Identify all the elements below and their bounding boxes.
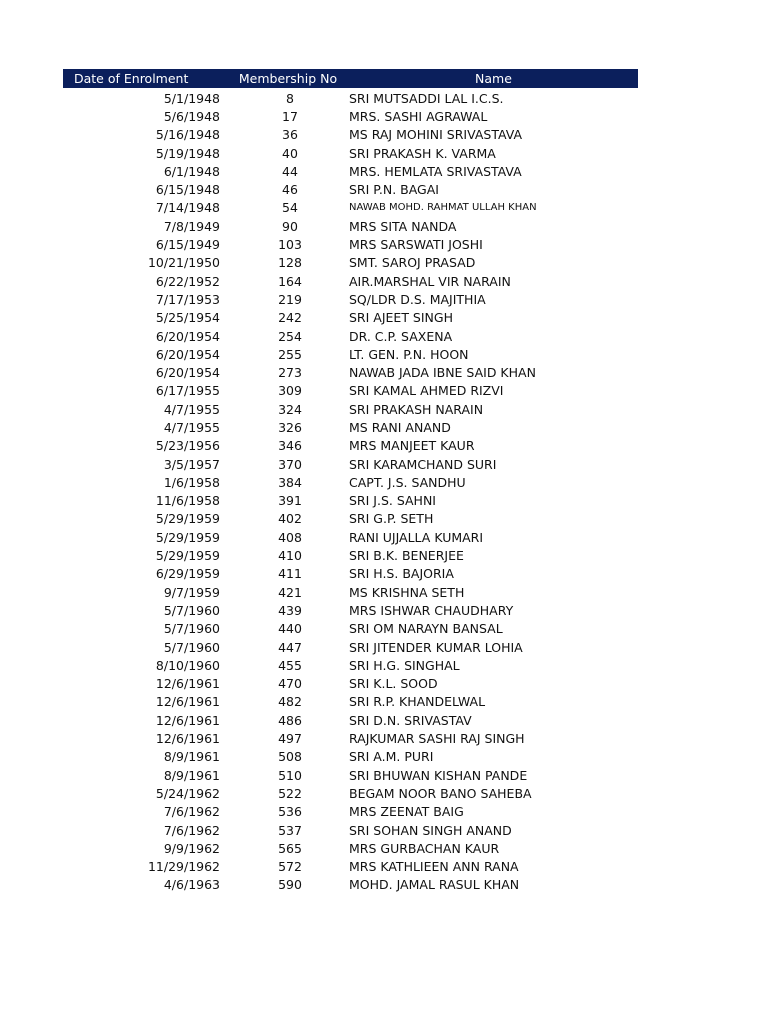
cell-name: SRI OM NARAYN BANSAL [349, 621, 503, 637]
cell-membership-no: 128 [278, 255, 302, 271]
cell-date-of-enrolment: 6/20/1954 [155, 346, 220, 362]
table-row [63, 345, 638, 363]
cell-name: MRS SITA NANDA [349, 218, 457, 234]
table-row [63, 784, 638, 802]
table-row [63, 162, 638, 180]
cell-name: LT. GEN. P.N. HOON [349, 346, 469, 362]
cell-date-of-enrolment: 9/7/1959 [163, 584, 220, 600]
table-row [63, 235, 638, 253]
cell-membership-no: 164 [278, 273, 302, 289]
cell-date-of-enrolment: 11/29/1962 [147, 859, 220, 875]
cell-name: SRI PRAKASH K. VARMA [349, 145, 496, 161]
cell-date-of-enrolment: 5/19/1948 [155, 145, 220, 161]
cell-date-of-enrolment: 5/7/1960 [163, 639, 220, 655]
cell-membership-no: 537 [278, 822, 302, 838]
cell-date-of-enrolment: 6/15/1948 [155, 182, 220, 198]
table-row [63, 821, 638, 839]
cell-date-of-enrolment: 5/29/1959 [155, 529, 220, 545]
cell-membership-no: 324 [278, 401, 302, 417]
cell-membership-no: 522 [278, 785, 302, 801]
table-row [63, 565, 638, 583]
cell-membership-no: 408 [278, 529, 302, 545]
cell-date-of-enrolment: 1/6/1958 [163, 474, 220, 490]
cell-name: BEGAM NOOR BANO SAHEBA [349, 785, 532, 801]
cell-name: DR. C.P. SAXENA [349, 328, 453, 344]
cell-date-of-enrolment: 5/23/1956 [155, 438, 220, 454]
table-row [63, 510, 638, 528]
table-row [63, 180, 638, 198]
table-row [63, 620, 638, 638]
cell-membership-no: 44 [282, 163, 298, 179]
table-row [63, 693, 638, 711]
cell-membership-no: 421 [278, 584, 302, 600]
table-row [63, 455, 638, 473]
table-row [63, 290, 638, 308]
table-row [63, 729, 638, 747]
table-row [63, 144, 638, 162]
cell-date-of-enrolment: 7/14/1948 [155, 200, 220, 216]
cell-name: SRI AJEET SINGH [349, 310, 453, 326]
cell-name: MRS. HEMLATA SRIVASTAVA [349, 163, 522, 179]
cell-name: AIR.MARSHAL VIR NARAIN [349, 273, 511, 289]
table-row [63, 675, 638, 693]
cell-membership-no: 411 [278, 566, 302, 582]
cell-membership-no: 242 [278, 310, 302, 326]
cell-name: SRI K.L. SOOD [349, 676, 438, 692]
cell-membership-no: 36 [282, 127, 298, 143]
cell-membership-no: 536 [278, 804, 302, 820]
table-row [63, 839, 638, 857]
cell-membership-no: 90 [282, 218, 298, 234]
cell-name: SQ/LDR D.S. MAJITHIA [349, 291, 486, 307]
membership-table [63, 69, 638, 894]
cell-name: SRI B.K. BENERJEE [349, 548, 464, 564]
cell-membership-no: 103 [278, 237, 302, 253]
header-membership-no: Membership No [238, 71, 338, 86]
cell-membership-no: 565 [278, 840, 302, 856]
table-row [63, 327, 638, 345]
cell-membership-no: 8 [286, 90, 294, 106]
cell-name: MRS ZEENAT BAIG [349, 804, 464, 820]
table-row [63, 528, 638, 546]
cell-membership-no: 346 [278, 438, 302, 454]
cell-name: NAWAB JADA IBNE SAID KHAN [349, 365, 536, 381]
cell-date-of-enrolment: 6/22/1952 [155, 273, 220, 289]
cell-date-of-enrolment: 5/16/1948 [155, 127, 220, 143]
cell-membership-no: 219 [278, 291, 302, 307]
cell-date-of-enrolment: 5/24/1962 [155, 785, 220, 801]
cell-date-of-enrolment: 4/6/1963 [163, 877, 220, 893]
cell-date-of-enrolment: 7/6/1962 [163, 804, 220, 820]
table-row [63, 107, 638, 125]
cell-membership-no: 410 [278, 548, 302, 564]
cell-date-of-enrolment: 5/29/1959 [155, 548, 220, 564]
table-row [63, 766, 638, 784]
cell-name: MRS. SASHI AGRAWAL [349, 108, 488, 124]
cell-name: SRI JITENDER KUMAR LOHIA [349, 639, 523, 655]
cell-date-of-enrolment: 5/29/1959 [155, 511, 220, 527]
cell-name: MRS GURBACHAN KAUR [349, 840, 500, 856]
header-date-of-enrolment: Date of Enrolment [74, 71, 189, 86]
cell-membership-no: 391 [278, 493, 302, 509]
table-row [63, 546, 638, 564]
cell-name: MOHD. JAMAL RASUL KHAN [349, 877, 520, 893]
table-row [63, 217, 638, 235]
cell-name: MRS MANJEET KAUR [349, 438, 475, 454]
cell-membership-no: 470 [278, 676, 302, 692]
cell-membership-no: 486 [278, 712, 302, 728]
cell-membership-no: 255 [278, 346, 302, 362]
cell-name: RANI UJJALLA KUMARI [349, 529, 484, 545]
table-row [63, 876, 638, 894]
cell-name: NAWAB MOHD. RAHMAT ULLAH KHAN [349, 202, 537, 214]
cell-name: SRI KAMAL AHMED RIZVI [349, 383, 504, 399]
table-row [63, 400, 638, 418]
cell-name: SRI PRAKASH NARAIN [349, 401, 484, 417]
cell-membership-no: 440 [278, 621, 302, 637]
table-row [63, 126, 638, 144]
table-row [63, 309, 638, 327]
cell-name: CAPT. J.S. SANDHU [349, 474, 466, 490]
table-row [63, 437, 638, 455]
table-row [63, 711, 638, 729]
cell-date-of-enrolment: 8/9/1961 [163, 767, 220, 783]
cell-date-of-enrolment: 12/6/1961 [155, 731, 220, 747]
cell-name: SRI J.S. SAHNI [349, 493, 436, 509]
cell-date-of-enrolment: 10/21/1950 [147, 255, 220, 271]
cell-membership-no: 273 [278, 365, 302, 381]
table-row [63, 583, 638, 601]
cell-date-of-enrolment: 6/20/1954 [155, 328, 220, 344]
cell-date-of-enrolment: 4/7/1955 [163, 401, 220, 417]
cell-name: MS KRISHNA SETH [349, 584, 465, 600]
table-row [63, 857, 638, 875]
cell-date-of-enrolment: 3/5/1957 [163, 456, 220, 472]
cell-membership-no: 572 [278, 859, 302, 875]
cell-membership-no: 455 [278, 657, 302, 673]
table-row [63, 89, 638, 107]
cell-membership-no: 497 [278, 731, 302, 747]
cell-membership-no: 46 [282, 182, 298, 198]
cell-name: RAJKUMAR SASHI RAJ SINGH [349, 731, 525, 747]
cell-membership-no: 370 [278, 456, 302, 472]
cell-name: SRI H.G. SINGHAL [349, 657, 460, 673]
cell-date-of-enrolment: 6/17/1955 [155, 383, 220, 399]
cell-date-of-enrolment: 7/17/1953 [155, 291, 220, 307]
cell-name: MS RANI ANAND [349, 419, 451, 435]
cell-name: SMT. SAROJ PRASAD [349, 255, 476, 271]
cell-date-of-enrolment: 5/6/1948 [163, 108, 220, 124]
table-row [63, 803, 638, 821]
cell-date-of-enrolment: 6/1/1948 [163, 163, 220, 179]
table-row [63, 638, 638, 656]
cell-date-of-enrolment: 7/6/1962 [163, 822, 220, 838]
table-row [63, 382, 638, 400]
cell-membership-no: 482 [278, 694, 302, 710]
cell-name: SRI A.M. PURI [349, 749, 434, 765]
cell-membership-no: 510 [278, 767, 302, 783]
cell-name: MRS SARSWATI JOSHI [349, 237, 483, 253]
cell-date-of-enrolment: 6/20/1954 [155, 365, 220, 381]
cell-date-of-enrolment: 5/7/1960 [163, 602, 220, 618]
cell-name: SRI R.P. KHANDELWAL [349, 694, 486, 710]
cell-date-of-enrolment: 5/1/1948 [163, 90, 220, 106]
cell-name: SRI D.N. SRIVASTAV [349, 712, 472, 728]
table-row [63, 199, 638, 217]
cell-name: SRI BHUWAN KISHAN PANDE [349, 767, 528, 783]
cell-name: SRI KARAMCHAND SURI [349, 456, 497, 472]
cell-date-of-enrolment: 6/15/1949 [155, 237, 220, 253]
table-row [63, 473, 638, 491]
cell-date-of-enrolment: 8/10/1960 [155, 657, 220, 673]
cell-date-of-enrolment: 7/8/1949 [163, 218, 220, 234]
cell-date-of-enrolment: 12/6/1961 [155, 694, 220, 710]
cell-membership-no: 309 [278, 383, 302, 399]
table-row [63, 656, 638, 674]
cell-name: SRI P.N. BAGAI [349, 182, 439, 198]
cell-membership-no: 590 [278, 877, 302, 893]
table-row [63, 492, 638, 510]
cell-membership-no: 508 [278, 749, 302, 765]
cell-membership-no: 54 [282, 200, 298, 216]
cell-name: MRS KATHLIEEN ANN RANA [349, 859, 519, 875]
cell-date-of-enrolment: 8/9/1961 [163, 749, 220, 765]
header-name: Name [475, 71, 512, 86]
cell-name: SRI SOHAN SINGH ANAND [349, 822, 512, 838]
cell-date-of-enrolment: 5/25/1954 [155, 310, 220, 326]
cell-membership-no: 326 [278, 419, 302, 435]
cell-date-of-enrolment: 12/6/1961 [155, 676, 220, 692]
cell-date-of-enrolment: 5/7/1960 [163, 621, 220, 637]
cell-date-of-enrolment: 11/6/1958 [155, 493, 220, 509]
cell-name: MS RAJ MOHINI SRIVASTAVA [349, 127, 523, 143]
table-row [63, 601, 638, 619]
cell-name: SRI H.S. BAJORIA [349, 566, 454, 582]
cell-date-of-enrolment: 12/6/1961 [155, 712, 220, 728]
cell-membership-no: 40 [282, 145, 298, 161]
cell-membership-no: 439 [278, 602, 302, 618]
cell-name: MRS ISHWAR CHAUDHARY [349, 602, 514, 618]
table-row [63, 748, 638, 766]
cell-membership-no: 254 [278, 328, 302, 344]
table-body [63, 89, 638, 894]
cell-name: SRI MUTSADDI LAL I.C.S. [349, 90, 504, 106]
cell-name: SRI G.P. SETH [349, 511, 434, 527]
cell-date-of-enrolment: 9/9/1962 [163, 840, 220, 856]
table-row [63, 254, 638, 272]
cell-date-of-enrolment: 6/29/1959 [155, 566, 220, 582]
cell-membership-no: 17 [282, 108, 298, 124]
table-row [63, 418, 638, 436]
table-row [63, 272, 638, 290]
cell-membership-no: 402 [278, 511, 302, 527]
cell-membership-no: 447 [278, 639, 302, 655]
cell-membership-no: 384 [278, 474, 302, 490]
cell-date-of-enrolment: 4/7/1955 [163, 419, 220, 435]
table-header [63, 69, 638, 88]
table-row [63, 363, 638, 381]
